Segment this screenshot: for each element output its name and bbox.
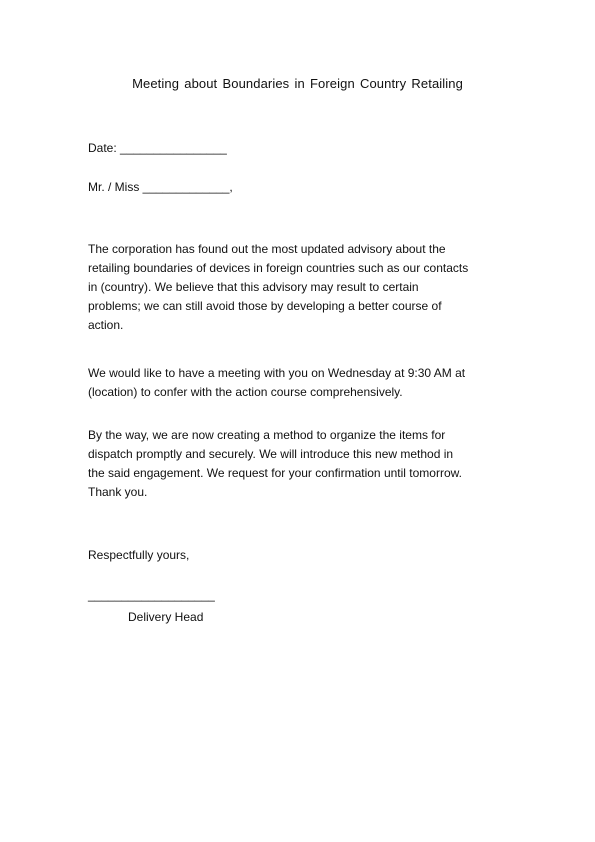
document-title: Meeting about Boundaries in Foreign Country Retailing	[132, 76, 463, 91]
paragraph-3-line: the said engagement. We request for your confirmation until tomorrow.	[88, 466, 462, 480]
paragraph-1	[88, 240, 518, 335]
paragraph-3-line: dispatch promptly and securely. We will introduce this new method in	[88, 447, 454, 461]
paragraph-3-line: By the way, we are now creating a method to organize the items for	[88, 428, 446, 442]
recipient-line: Mr. / Miss _____________,	[88, 180, 233, 194]
paragraph-1-line: retailing boundaries of devices in foreign countries such as our contacts	[88, 261, 469, 275]
date-line: Date: ________________	[88, 141, 227, 155]
paragraph-2	[88, 364, 518, 402]
paragraph-2-line: (location) to confer with the action course comprehensively.	[88, 385, 403, 399]
signature-title: Delivery Head	[128, 610, 204, 624]
closing-salutation: Respectfully yours,	[88, 548, 190, 562]
paragraph-3-line: Thank you.	[88, 485, 148, 499]
paragraph-1-line: The corporation has found out the most updated advisory about the	[88, 242, 446, 256]
paragraph-1-line: action.	[88, 318, 124, 332]
paragraph-3	[88, 426, 518, 502]
paragraph-2-line: We would like to have a meeting with you on Wednesday at 9:30 AM at	[88, 366, 466, 380]
paragraph-1-line: in (country). We believe that this advisory may result to certain	[88, 280, 419, 294]
paragraph-1-line: problems; we can still avoid those by developing a better course of	[88, 299, 442, 313]
signature-line: ___________________	[88, 588, 215, 602]
